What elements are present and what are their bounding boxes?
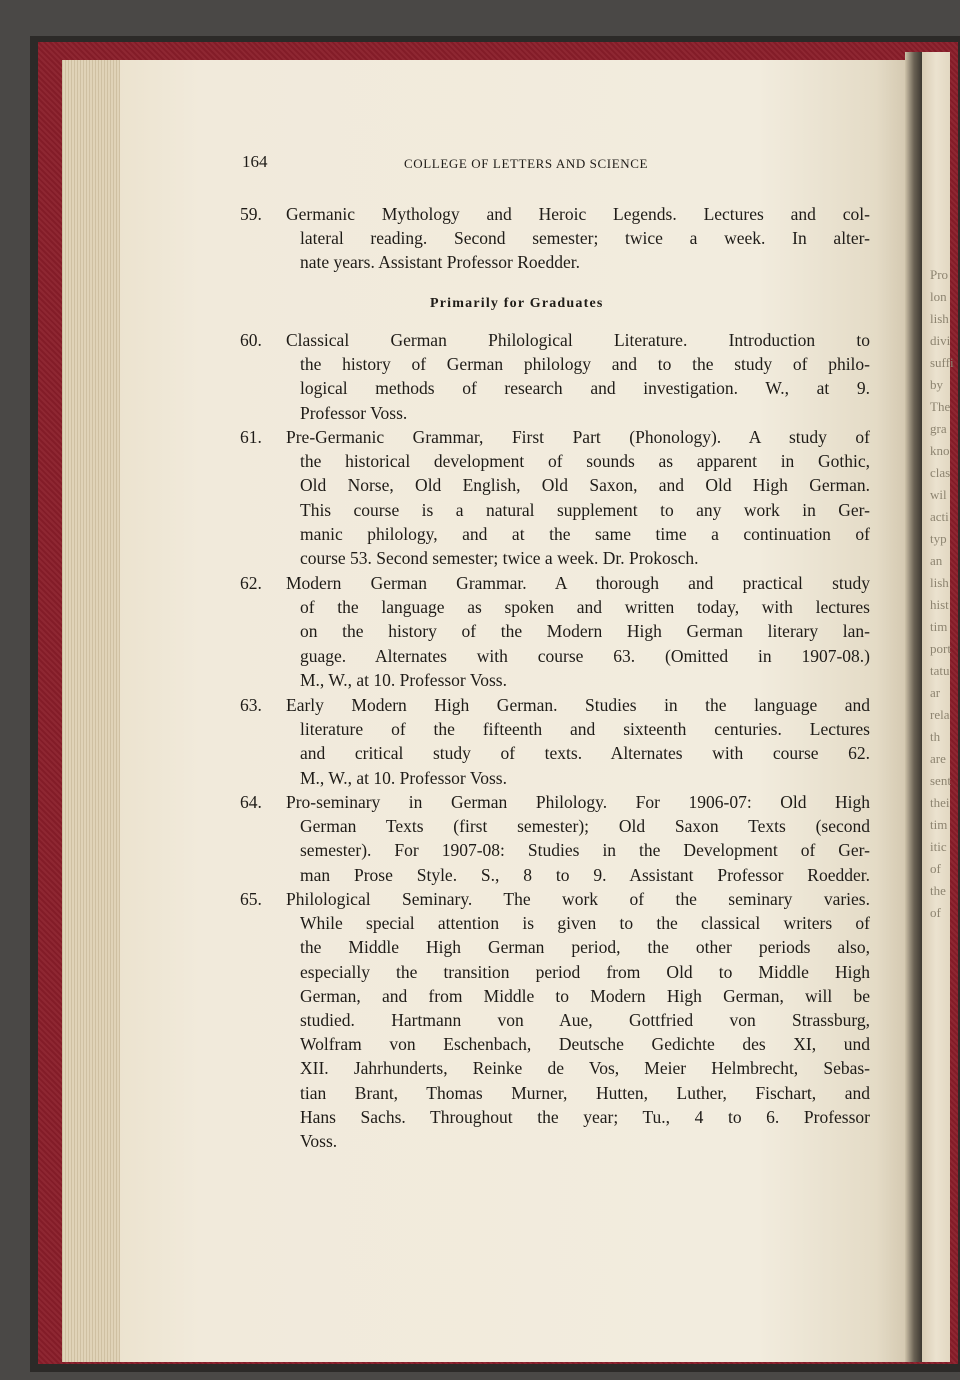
text-line: XII. Jahrhunderts, Reinke de Vos, Meier Helmbrecht, Sebas- — [300, 1058, 870, 1079]
adjacent-page-fragment: thei — [930, 795, 950, 810]
text-line: manic philology, and at the same time a continuation of — [300, 523, 870, 544]
text-line: Wolfram von Eschenbach, Deutsche Gedichte des XI, und — [300, 1034, 870, 1055]
course-number: 62. — [240, 573, 262, 593]
text-line: studied. Hartmann von Aue, Gottfried von Strassburg, — [300, 1009, 870, 1030]
text-line: Pro-seminary in German Philology. For 1906-07: Old High — [286, 792, 870, 812]
text-line: and critical study of texts. Alternates with course 62. — [300, 743, 870, 764]
adjacent-page-fragment: Pro — [930, 267, 949, 282]
text-line: man Prose Style. S., 8 to 9. Assistant Professor Roedder. — [300, 864, 870, 885]
adjacent-page-fragment: an — [930, 553, 943, 568]
adjacent-page-fragment: wil — [930, 487, 947, 502]
adjacent-page-fragment: of — [930, 905, 941, 920]
adjacent-page-fragment: The — [930, 399, 951, 414]
text-line: lateral reading. Second semester; twice a week. In alter- — [300, 228, 870, 249]
text-line: tian Brant, Thomas Murner, Hutten, Luther, Fischart, and — [300, 1082, 870, 1103]
text-line: of the language as spoken and written today, with lectures — [300, 597, 870, 618]
adjacent-page-fragment: typ — [930, 531, 947, 546]
adjacent-page-fragment: sent — [930, 773, 951, 788]
adjacent-page-fragment: lish — [930, 575, 949, 590]
text-line: While special attention is given to the classical writers of — [300, 913, 870, 934]
adjacent-page-fragment: lon — [930, 289, 947, 304]
adjacent-page-fragment: the — [930, 883, 946, 898]
course-description — [286, 425, 870, 570]
course-description — [286, 693, 870, 790]
text-line: M., W., at 10. Professor Voss. — [300, 767, 507, 788]
text-line: the historical development of sounds as apparent in Gothic, — [300, 451, 870, 472]
adjacent-page-fragment: tim — [930, 817, 948, 832]
adjacent-page-fragment: of — [930, 861, 941, 876]
course-description — [286, 790, 870, 887]
text-line: Modern German Grammar. A thorough and practical study — [286, 573, 870, 593]
adjacent-page-fragment: port — [930, 641, 951, 656]
text-line: literature of the fifteenth and sixteenth centuries. Lectures — [300, 719, 870, 740]
adjacent-page-fragment: lish — [930, 311, 949, 326]
adjacent-page — [922, 52, 954, 1362]
adjacent-page-fragment: divi — [930, 333, 951, 348]
adjacent-page-fragment: ar — [930, 685, 941, 700]
text-line: the history of German philology and to the study of philo- — [300, 354, 870, 375]
text-line: Philological Seminary. The work of the seminary varies. — [286, 889, 870, 909]
adjacent-page-fragment: kno — [930, 443, 950, 458]
page-number: 164 — [242, 152, 268, 171]
adjacent-page-fragment: th — [930, 729, 941, 744]
adjacent-page-fragment: are — [930, 751, 946, 766]
text-line: Germanic Mythology and Heroic Legends. Lectures and col- — [286, 204, 870, 224]
adjacent-page-fragment: suffi — [930, 355, 954, 370]
adjacent-page-fragment: by — [930, 377, 943, 392]
adjacent-page-fragment: gra — [930, 421, 947, 436]
course-number: 64. — [240, 792, 262, 812]
page-header — [242, 152, 872, 178]
text-line: This course is a natural supplement to any work in Ger- — [300, 499, 870, 520]
course-number: 65. — [240, 889, 262, 909]
text-line: Classical German Philological Literature. Introduction to — [286, 330, 870, 350]
text-line: Hans Sachs. Throughout the year; Tu., 4 to 6. Professor — [300, 1106, 870, 1127]
text-line: Professor Voss. — [300, 402, 408, 423]
text-line: Old Norse, Old English, Old Saxon, and Old High German. — [300, 475, 870, 496]
text-line: M., W., at 10. Professor Voss. — [300, 669, 507, 690]
adjacent-page-fragment: hist — [930, 597, 949, 612]
section-heading: Primarily for Graduates — [430, 296, 604, 311]
adjacent-page-fragment: tatu — [930, 663, 950, 678]
text-line: Voss. — [300, 1130, 338, 1151]
text-line: nate years. Assistant Professor Roedder. — [300, 252, 580, 273]
text-line: the Middle High German period, the other periods also, — [300, 937, 870, 958]
page-edges — [62, 60, 122, 1362]
text-line: Early Modern High German. Studies in the language and — [286, 695, 870, 715]
course-description — [286, 887, 870, 1153]
text-line: especially the transition period from Old to Middle High — [300, 961, 870, 982]
text-line: logical methods of research and investigation. W., at 9. — [300, 378, 870, 399]
adjacent-page-fragment: acti — [930, 509, 949, 524]
course-number: 63. — [240, 695, 262, 715]
course-description — [286, 202, 870, 275]
text-line: on the history of the Modern High German literary lan- — [300, 621, 870, 642]
course-description — [286, 571, 870, 692]
text-line: course 53. Second semester; twice a week. Dr. Prokosch. — [300, 547, 699, 568]
adjacent-page-fragment: tim — [930, 619, 948, 634]
text-line: guage. Alternates with course 63. (Omitted in 1907-08.) — [300, 645, 870, 666]
course-number: 60. — [240, 330, 262, 350]
text-line: German, and from Middle to Modern High German, will be — [300, 985, 870, 1006]
course-description — [286, 328, 870, 425]
text-line: German Texts (first semester); Old Saxon Texts (second — [300, 816, 870, 837]
adjacent-page-fragment: rela — [930, 707, 950, 722]
adjacent-page-fragment: clas — [930, 465, 951, 480]
running-head: COLLEGE OF LETTERS AND SCIENCE — [404, 156, 649, 171]
text-line: Pre-Germanic Grammar, First Part (Phonology). A study of — [286, 427, 870, 447]
adjacent-page-fragment: itic — [930, 839, 947, 854]
course-number: 61. — [240, 427, 262, 447]
course-number: 59. — [240, 204, 262, 224]
text-line: semester). For 1907-08: Studies in the Development of Ger- — [300, 840, 870, 861]
